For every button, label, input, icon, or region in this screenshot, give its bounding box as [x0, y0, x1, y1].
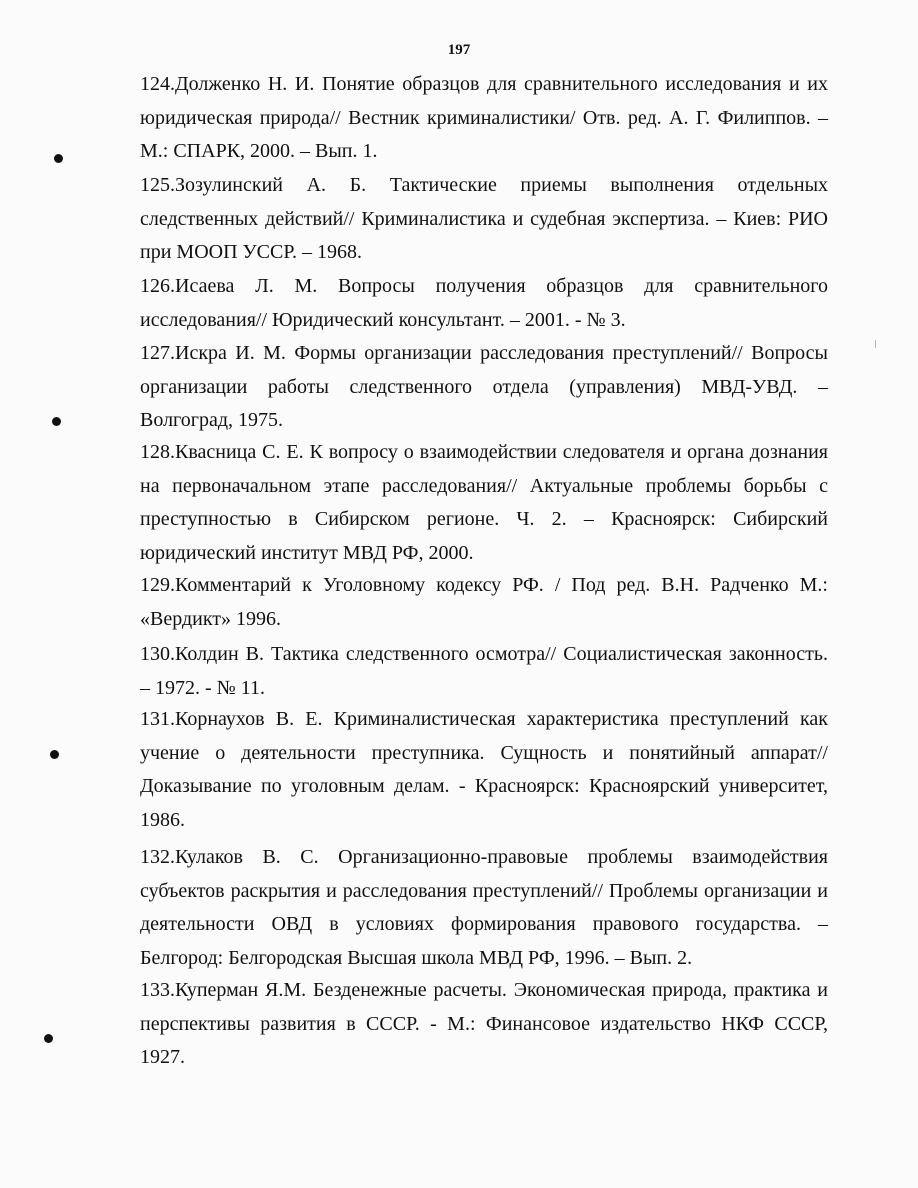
punch-hole-mark	[52, 417, 61, 426]
bibliography-entry-129: 129.Комментарий к Уголовному кодексу РФ. / Под ред. В.Н. Радченко М.: «Вердикт» 1996.	[140, 574, 828, 630]
page-number: 197	[447, 42, 471, 58]
bibliography-entry-131: 131.Корнаухов В. Е. Криминалистическая характеристика преступлений как учение о деятельности преступника. Сущность и понятийный аппарат// Доказывание по уголовным делам. - Красноярск: Красноярский университет, 1986.	[140, 708, 828, 831]
punch-hole-mark	[54, 154, 63, 163]
bibliography-entry-126: 126.Исаева Л. М. Вопросы получения образцов для сравнительного исследования// Юридический консультант. – 2001. - № 3.	[140, 275, 828, 331]
punch-hole-mark	[44, 1034, 53, 1043]
scan-artifact-mark	[875, 340, 876, 348]
punch-hole-mark	[50, 750, 59, 759]
bibliography-entry-133: 133.Куперман Я.М. Безденежные расчеты. Экономическая природа, практика и перспективы развития в СССР. - М.: Финансовое издательство НКФ СССР, 1927.	[140, 979, 828, 1068]
bibliography-entry-128: 128.Квасница С. Е. К вопросу о взаимодействии следователя и органа дознания на первоначальном этапе расследования// Актуальные проблемы борьбы с преступностью в Сибирском регионе. Ч. 2. – Красноярск: Сибирский юридический институт МВД РФ, 2000.	[140, 441, 828, 564]
bibliography-entry-130: 130.Колдин В. Тактика следственного осмотра// Социалистическая законность. – 1972. - № 11.	[140, 643, 828, 699]
bibliography-entry-124: 124.Долженко Н. И. Понятие образцов для сравнительного исследования и их юридическая природа// Вестник криминалистики/ Отв. ред. А. Г. Филиппов. – М.: СПАРК, 2000. – Вып. 1.	[140, 73, 828, 162]
bibliography-entry-132: 132.Кулаков В. С. Организационно-правовые проблемы взаимодействия субъектов раскрытия и расследования преступлений// Проблемы организации и деятельности ОВД в условиях формирования правового государства. – Белгород: Белгородская Высшая школа МВД РФ, 1996. – Вып. 2.	[140, 846, 828, 969]
bibliography-entry-125: 125.Зозулинский А. Б. Тактические приемы выполнения отдельных следственных действий// Криминалистика и судебная экспертиза. – Киев: РИО при МООП УССР. – 1968.	[140, 174, 828, 263]
bibliography-entry-127: 127.Искра И. М. Формы организации расследования преступлений// Вопросы организации работы следственного отдела (управления) МВД-УВД. – Волгоград, 1975.	[140, 342, 828, 431]
